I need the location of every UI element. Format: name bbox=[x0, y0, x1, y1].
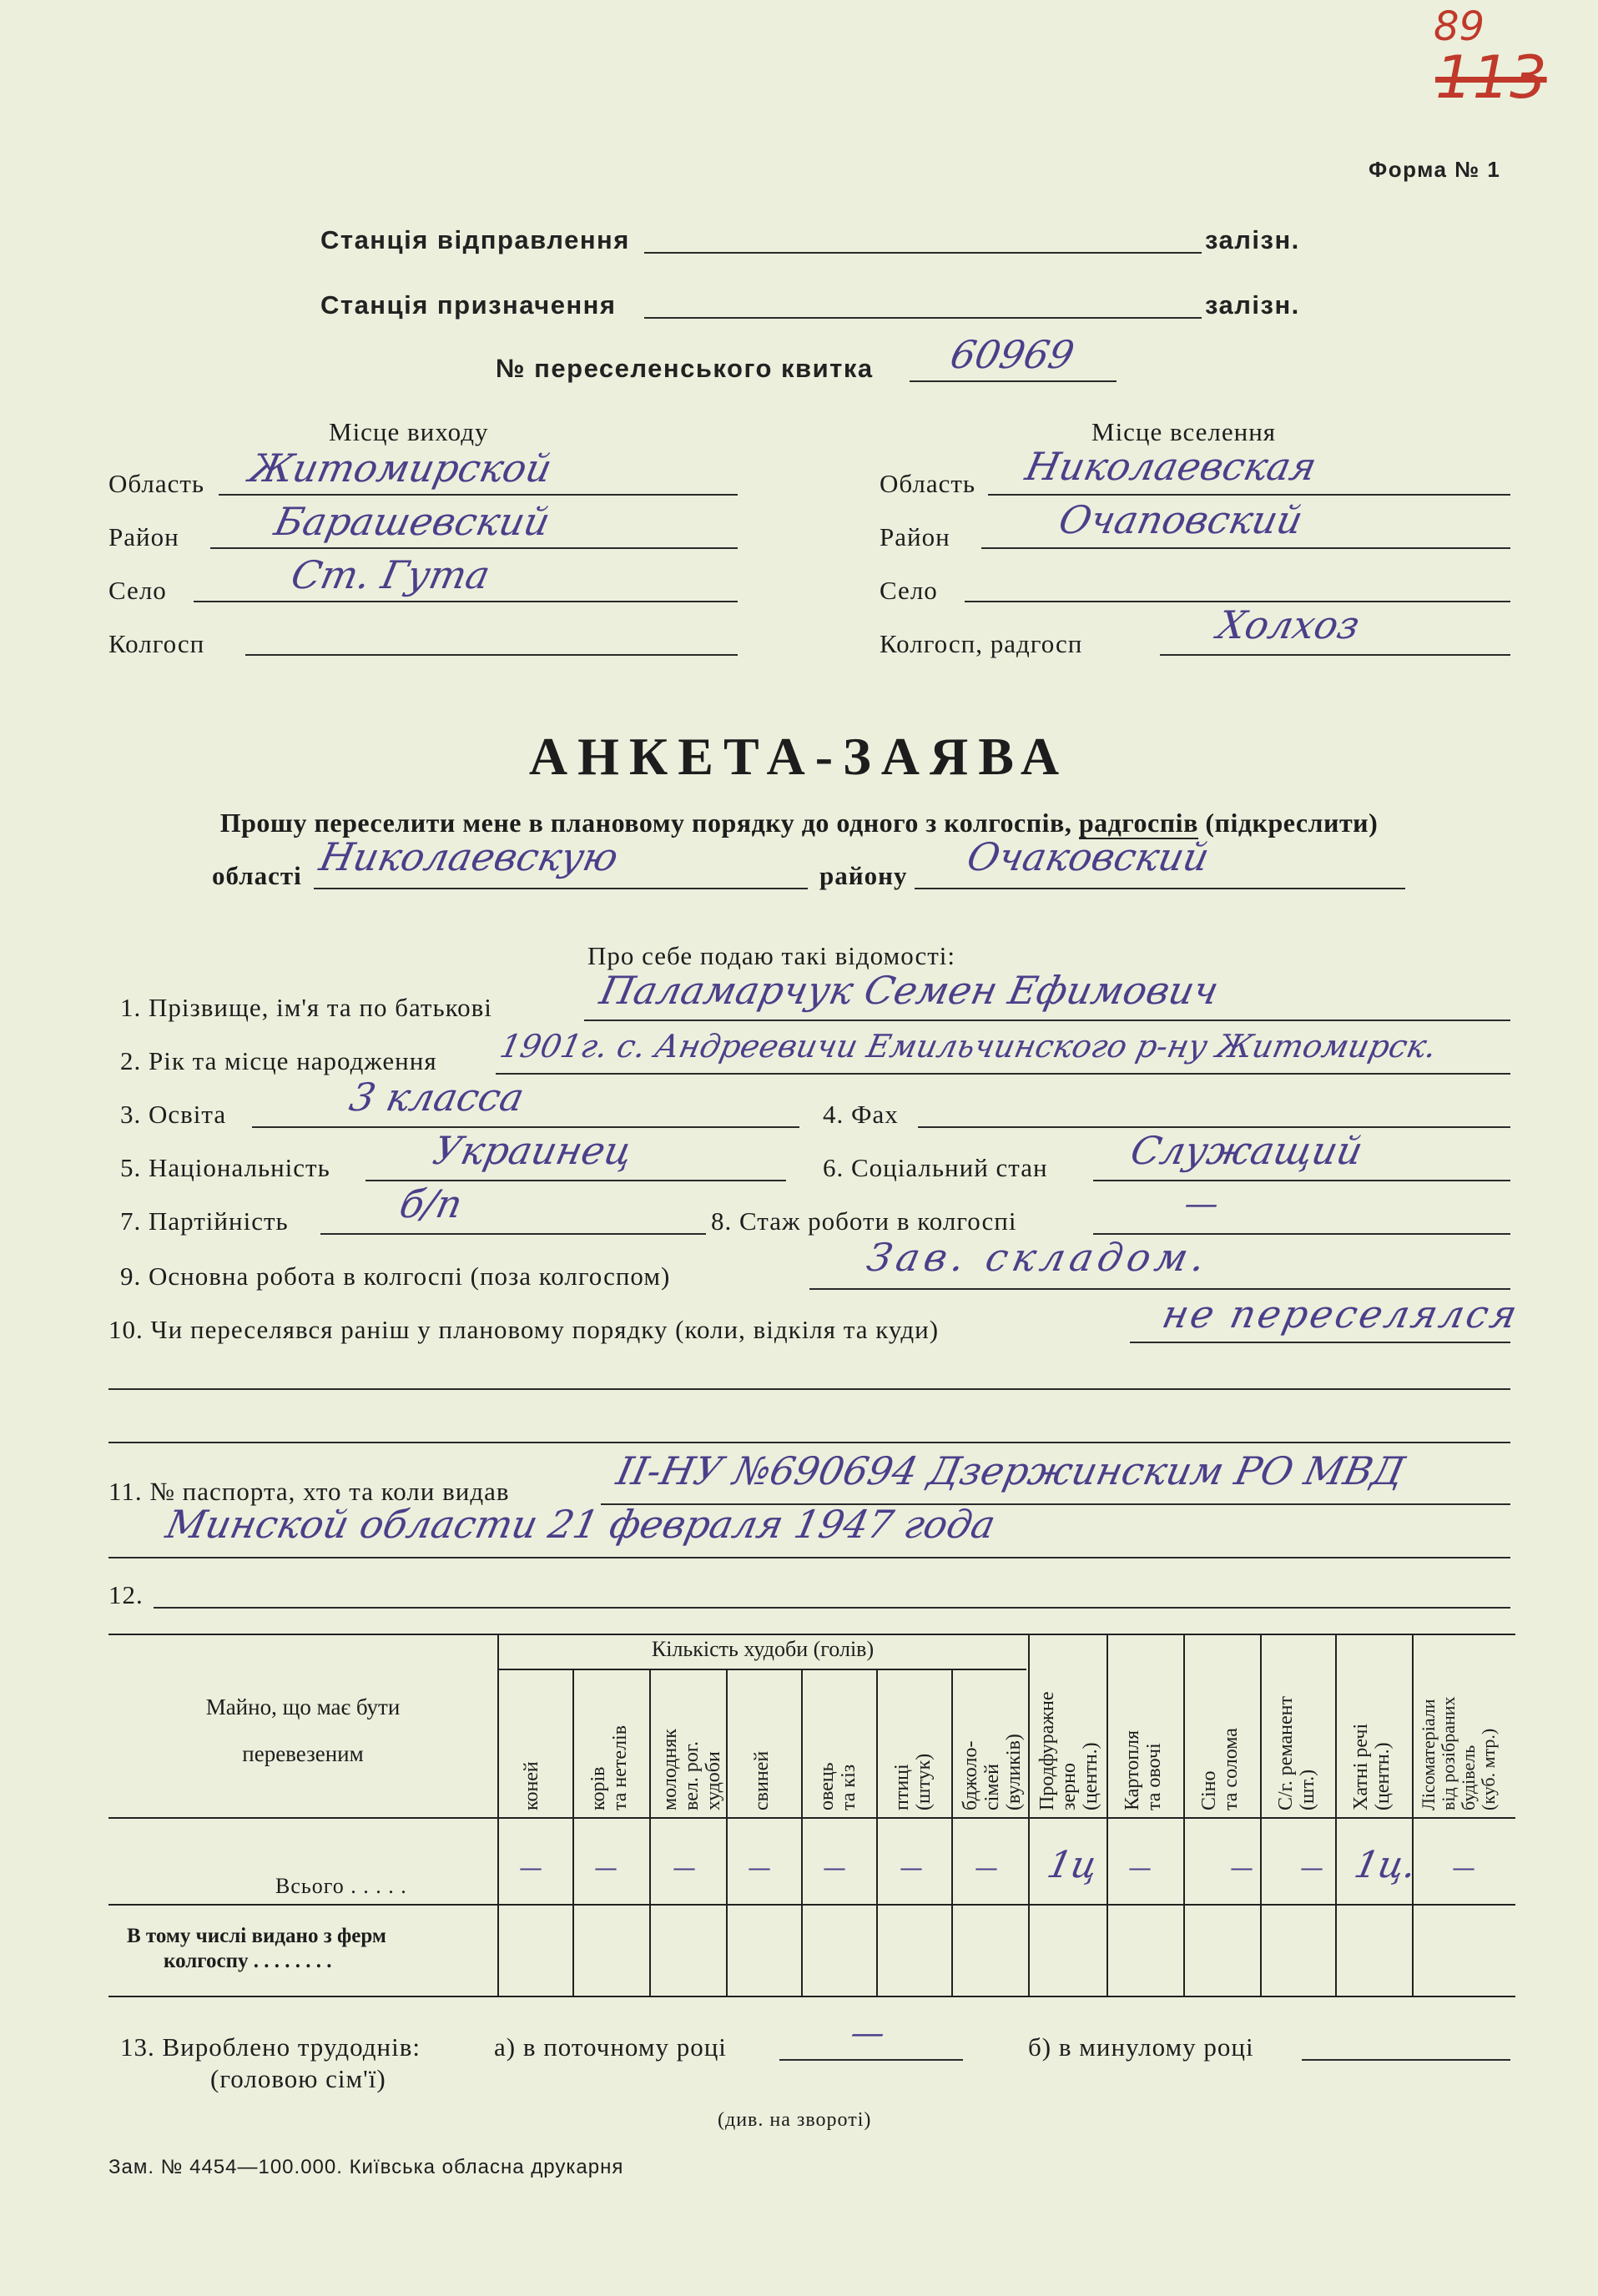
field-1-label: 1. Прізвище, ім'я та по батькові bbox=[120, 993, 492, 1022]
origin-selo-value: Ст. Гута bbox=[287, 552, 494, 597]
property-header bbox=[108, 1684, 497, 1777]
table-col-divider bbox=[572, 1669, 574, 1996]
origin-oblast-label: Область bbox=[108, 469, 205, 498]
col-poultry: птиці (штук) bbox=[891, 1753, 935, 1810]
field-7-label: 7. Партійність bbox=[120, 1206, 289, 1236]
table-col-divider bbox=[1335, 1634, 1337, 1996]
departure-station-line bbox=[644, 252, 1202, 254]
row-farms-label-line-1: В тому числі видано з ферм bbox=[127, 1925, 386, 1947]
col-pigs: свиней bbox=[751, 1750, 773, 1810]
field-2-line bbox=[496, 1073, 1510, 1075]
col-young-cattle: молодняк вел. рог. худоби bbox=[659, 1729, 724, 1810]
table-header-bottom bbox=[108, 1817, 1515, 1819]
field-10-line bbox=[1130, 1342, 1510, 1343]
table-top-border bbox=[108, 1634, 1515, 1635]
ticket-value: 60969 bbox=[946, 332, 1079, 377]
field-1-line bbox=[584, 1020, 1510, 1021]
form-title: АНКЕТА-ЗАЯВА bbox=[528, 727, 1070, 786]
table-col-divider bbox=[801, 1669, 803, 1996]
destination-kolhosp-label: Колгосп, радгосп bbox=[880, 629, 1083, 658]
livestock-header-divider bbox=[499, 1669, 1026, 1670]
destination-oblast-label: Область bbox=[880, 469, 976, 498]
col-cows: корів та нетелів bbox=[587, 1725, 631, 1810]
destination-kolhosp-line bbox=[1160, 654, 1510, 656]
field-11-value-2: Минской области 21 февраля 1947 года bbox=[162, 1502, 1000, 1547]
destination-raion-label: Район bbox=[880, 522, 950, 551]
request-raion-label: району bbox=[819, 861, 908, 890]
total-farm-tools: — bbox=[1300, 1854, 1323, 1881]
destination-selo-label: Село bbox=[880, 576, 938, 605]
archive-page-number: 113 bbox=[1435, 43, 1547, 112]
row-farms-label bbox=[127, 1924, 386, 1974]
field-3-label: 3. Освіта bbox=[120, 1100, 227, 1129]
last-year-label: б) в минулому році bbox=[1028, 2032, 1254, 2062]
field-7-line bbox=[320, 1233, 706, 1235]
request-text bbox=[0, 808, 1598, 838]
table-col-divider bbox=[726, 1669, 728, 1996]
destination-oblast-value: Николаевская bbox=[1021, 444, 1321, 489]
total-grain: 1ц bbox=[1043, 1844, 1102, 1886]
field-9-label: 9. Основна робота в колгоспі (поза колгоспом) bbox=[120, 1261, 671, 1291]
origin-oblast-line bbox=[219, 494, 738, 496]
printer-imprint: Зам. № 4454—100.000. Київська обласна друкарня bbox=[108, 2156, 624, 2178]
row-farms-label-line-2: колгоспу . . . . . . . . bbox=[164, 1950, 332, 1972]
livestock-header: Кількість худоби (голів) bbox=[651, 1637, 875, 1661]
total-bee-families: — bbox=[975, 1854, 998, 1881]
origin-selo-label: Село bbox=[108, 576, 167, 605]
arrival-station-line bbox=[644, 317, 1202, 319]
field-13-sub: (головою сім'ї) bbox=[210, 2064, 386, 2093]
arrival-station-label: Станція призначення bbox=[320, 290, 617, 320]
arrival-rail-suffix: залізн. bbox=[1205, 290, 1300, 320]
field-5-value: Украинец bbox=[429, 1128, 637, 1173]
departure-station-label: Станція відправлення bbox=[320, 225, 630, 254]
total-poultry: — bbox=[900, 1854, 923, 1881]
archive-old-number: 89 bbox=[1434, 3, 1485, 50]
field-9-value: Зав. складом. bbox=[863, 1235, 1215, 1280]
total-sheep-goats: — bbox=[823, 1854, 846, 1881]
origin-kolhosp-label: Колгосп bbox=[108, 629, 205, 658]
field-13-label: 13. Вироблено трудоднів: bbox=[120, 2032, 421, 2062]
total-pigs: — bbox=[748, 1854, 771, 1881]
field-10-label: 10. Чи переселявся раніш у плановому порядку (коли, відкіля та куди) bbox=[108, 1315, 940, 1344]
field-6-line bbox=[1093, 1180, 1510, 1181]
col-timber: Лісоматеріали від розібраних будівель (куб. мтр.) bbox=[1418, 1696, 1499, 1810]
total-timber: — bbox=[1452, 1854, 1475, 1881]
col-grain: Продфуражне зерно (центн.) bbox=[1036, 1691, 1101, 1810]
request-oblast-label: області bbox=[212, 861, 302, 890]
col-horses: коней bbox=[521, 1761, 542, 1810]
field-10-line-2 bbox=[108, 1388, 1510, 1390]
last-year-line bbox=[1302, 2059, 1510, 2061]
field-11-label: 11. № паспорта, хто та коли видав bbox=[108, 1477, 510, 1506]
field-8-value: — bbox=[1181, 1185, 1222, 1223]
row-total-label: Всього . . . . . bbox=[275, 1874, 407, 1898]
request-text-after: (підкреслити) bbox=[1205, 808, 1379, 838]
total-cows: — bbox=[594, 1854, 618, 1881]
field-6-label: 6. Соціальний стан bbox=[823, 1153, 1048, 1182]
property-header-line-2: перевезеним bbox=[242, 1741, 364, 1766]
table-col-divider bbox=[1107, 1634, 1108, 1996]
destination-oblast-line bbox=[988, 494, 1510, 496]
current-year-value: — bbox=[847, 2014, 889, 2052]
col-sheep-goats: овець та кіз bbox=[816, 1762, 859, 1810]
request-text-before: Прошу переселити мене в плановому порядку до одного з колгоспів, bbox=[219, 808, 1072, 838]
request-raion-line bbox=[915, 888, 1405, 889]
table-row-divider bbox=[108, 1904, 1515, 1906]
field-11-value: II-НУ №690694 Дзержинским РО МВД bbox=[612, 1448, 1409, 1493]
table-col-divider bbox=[1260, 1634, 1262, 1996]
origin-selo-line bbox=[194, 601, 738, 602]
field-8-label: 8. Стаж роботи в колгоспі bbox=[711, 1206, 1017, 1236]
field-5-label: 5. Національність bbox=[120, 1153, 330, 1182]
ticket-line bbox=[910, 380, 1117, 382]
field-10-line-3 bbox=[108, 1442, 1510, 1443]
field-4-label: 4. Фах bbox=[823, 1100, 899, 1129]
departure-rail-suffix: залізн. bbox=[1205, 225, 1300, 254]
field-6-value: Служащий bbox=[1127, 1128, 1367, 1173]
origin-heading: Місце виходу bbox=[329, 417, 489, 446]
origin-kolhosp-line bbox=[245, 654, 738, 656]
table-col-divider bbox=[497, 1634, 499, 1996]
field-1-value: Паламарчук Семен Ефимович bbox=[596, 968, 1223, 1013]
ticket-label: № переселенського квитка bbox=[496, 354, 874, 383]
destination-raion-value: Очаповский bbox=[1055, 497, 1308, 542]
destination-heading: Місце вселення bbox=[1091, 417, 1277, 446]
field-3-value: 3 класса bbox=[345, 1075, 528, 1120]
col-hay: Сіно та солома bbox=[1198, 1728, 1242, 1810]
destination-raion-line bbox=[981, 547, 1510, 549]
col-household-goods: Хатні речі (центн.) bbox=[1350, 1723, 1394, 1810]
total-potatoes: — bbox=[1128, 1854, 1152, 1881]
field-7-value: б/п bbox=[396, 1181, 466, 1226]
total-household-goods: 1ц. bbox=[1350, 1844, 1421, 1886]
table-col-divider bbox=[1412, 1634, 1414, 1996]
origin-raion-label: Район bbox=[108, 522, 179, 551]
see-reverse-note: (див. на звороті) bbox=[718, 2109, 872, 2131]
total-horses: — bbox=[519, 1854, 542, 1881]
col-potatoes: Картопля та овочі bbox=[1122, 1730, 1165, 1810]
request-oblast-line bbox=[314, 888, 808, 889]
origin-oblast-value: Житомирской bbox=[245, 446, 557, 491]
field-10-value: не переселялся bbox=[1158, 1292, 1524, 1337]
current-year-label: а) в поточному році bbox=[494, 2032, 727, 2062]
request-oblast-value: Николаевскую bbox=[315, 834, 623, 879]
current-year-line bbox=[779, 2059, 963, 2061]
table-bottom-border bbox=[108, 1996, 1515, 1997]
table-col-divider bbox=[1028, 1634, 1030, 1996]
property-header-line-1: Майно, що має бути bbox=[205, 1694, 401, 1719]
field-11-line-2 bbox=[108, 1557, 1510, 1558]
origin-raion-value: Барашевский bbox=[270, 499, 554, 544]
field-12-line bbox=[154, 1607, 1510, 1609]
table-col-divider bbox=[876, 1669, 878, 1996]
table-col-divider bbox=[951, 1669, 953, 1996]
origin-raion-line bbox=[210, 547, 738, 549]
intro-text: Про себе подаю такі відомості: bbox=[587, 941, 956, 970]
col-farm-tools: С/г. реманент (шт.) bbox=[1275, 1696, 1318, 1810]
total-hay: — bbox=[1230, 1854, 1253, 1881]
total-young-cattle: — bbox=[673, 1854, 696, 1881]
field-9-line bbox=[809, 1288, 1510, 1290]
field-2-value: 1901г. с. Андреевичи Емильчинского р-ну Житомирск. bbox=[497, 1028, 1440, 1065]
table-col-divider bbox=[1183, 1634, 1185, 1996]
table-col-divider bbox=[649, 1669, 651, 1996]
col-bee-families: бджоло- сімей (вуликів) bbox=[960, 1734, 1025, 1810]
request-raion-value: Очаковский bbox=[963, 834, 1213, 879]
field-12-label: 12. bbox=[108, 1580, 144, 1609]
request-radgosp-word: радгоспів bbox=[1078, 808, 1198, 838]
form-number: Форма № 1 bbox=[1369, 157, 1501, 182]
destination-kolhosp-value: Холхоз bbox=[1213, 602, 1364, 647]
field-2-label: 2. Рік та місце народження bbox=[120, 1046, 437, 1075]
